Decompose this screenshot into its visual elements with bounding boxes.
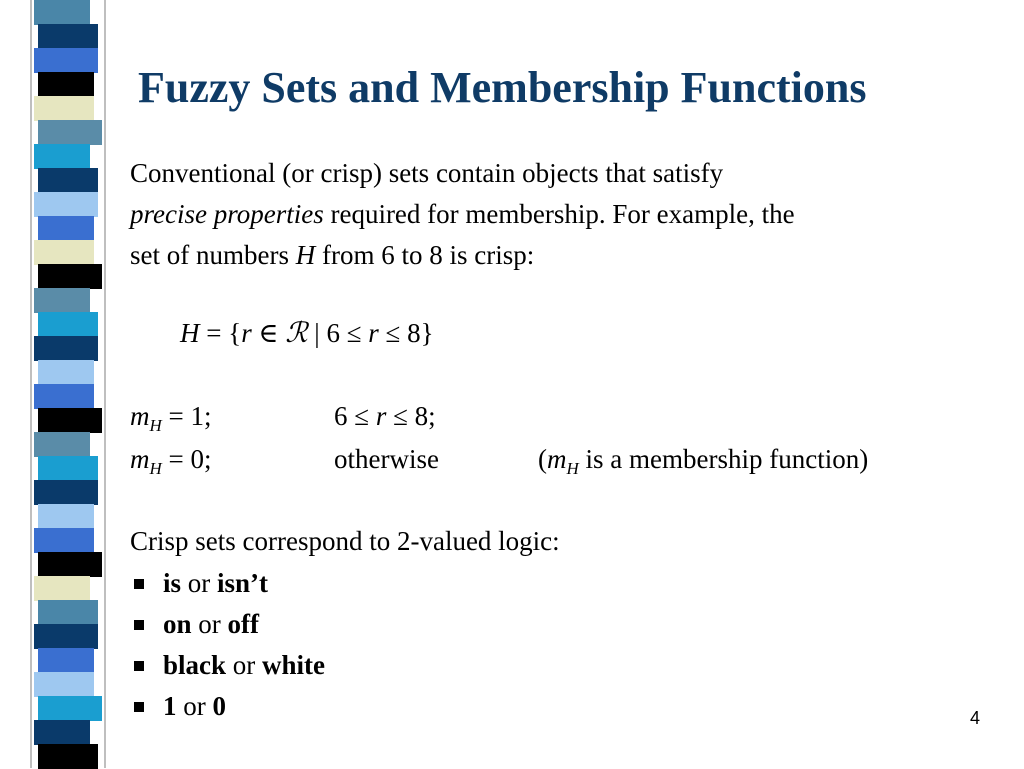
strip-band bbox=[38, 648, 94, 673]
strip-edge-line bbox=[104, 0, 106, 768]
strip-band bbox=[38, 408, 102, 433]
bullet-term-a: black bbox=[163, 650, 227, 680]
intro-line-3-end: from 6 to 8 is crisp: bbox=[315, 240, 535, 270]
formula-tail: ≤ 8} bbox=[378, 318, 434, 348]
intro-line-1: Conventional (or crisp) sets contain objects that satisfy bbox=[130, 158, 724, 188]
strip-band bbox=[34, 96, 94, 121]
bullet-term-b: white bbox=[262, 650, 326, 680]
strip-edge-line bbox=[30, 0, 32, 768]
bullet-or: or bbox=[176, 691, 213, 721]
strip-band bbox=[38, 744, 98, 769]
formula-var: r bbox=[241, 318, 252, 348]
intro-line-3 bbox=[130, 235, 1000, 276]
real-numbers-symbol: ℛ bbox=[285, 316, 308, 349]
square-bullet-icon bbox=[134, 702, 144, 712]
strip-band bbox=[38, 216, 94, 241]
strip-band bbox=[38, 312, 98, 337]
strip-band bbox=[34, 384, 94, 409]
strip-band bbox=[38, 504, 94, 529]
note-subscript: H bbox=[566, 459, 579, 478]
strip-band bbox=[38, 24, 98, 49]
bullet-term-a: on bbox=[163, 609, 192, 639]
bullet-or: or bbox=[226, 650, 263, 680]
strip-band bbox=[34, 720, 90, 745]
strip-band bbox=[38, 600, 98, 625]
note-symbol: m bbox=[547, 444, 567, 474]
bullet-term-b: off bbox=[227, 609, 260, 639]
strip-band bbox=[34, 192, 98, 217]
square-bullet-icon bbox=[134, 661, 144, 671]
strip-band bbox=[38, 456, 98, 481]
intro-line-3-start: set of numbers bbox=[130, 240, 296, 270]
membership-symbol: m bbox=[130, 401, 150, 431]
strip-band bbox=[38, 72, 94, 97]
strip-band bbox=[38, 264, 102, 289]
intro-paragraph bbox=[130, 153, 1000, 276]
membership-lhs bbox=[130, 396, 212, 436]
membership-condition bbox=[334, 396, 436, 436]
condition-var: r bbox=[375, 401, 387, 431]
formula-eq: = { bbox=[199, 318, 242, 348]
page-number: 4 bbox=[970, 708, 981, 728]
condition-part-b: ≤ 8; bbox=[386, 401, 436, 431]
membership-note bbox=[538, 439, 868, 479]
strip-band bbox=[34, 480, 98, 505]
strip-band bbox=[34, 48, 98, 73]
membership-row-1 bbox=[130, 396, 990, 436]
strip-band bbox=[34, 432, 90, 457]
note-paren: ( bbox=[538, 444, 547, 474]
membership-lhs bbox=[130, 439, 212, 479]
strip-band bbox=[34, 288, 90, 313]
bullet-term-b: isn’t bbox=[217, 568, 269, 598]
strip-band bbox=[38, 360, 94, 385]
strip-band bbox=[34, 576, 90, 601]
intro-line-2 bbox=[130, 194, 1000, 235]
strip-band bbox=[38, 696, 102, 721]
membership-subscript: H bbox=[149, 416, 162, 435]
formula-condition: | 6 ≤ bbox=[307, 318, 369, 348]
bullet-term-a: is bbox=[163, 568, 182, 598]
formula-var-2: r bbox=[368, 318, 379, 348]
formula-set-name: H bbox=[180, 318, 200, 348]
condition-part-a: 6 ≤ bbox=[334, 401, 376, 431]
decorative-side-strip bbox=[0, 0, 120, 768]
intro-variable-h: H bbox=[295, 240, 316, 270]
bullet-term-a: 1 bbox=[163, 691, 177, 721]
strip-band bbox=[34, 528, 94, 553]
square-bullet-icon bbox=[134, 579, 144, 589]
strip-band bbox=[34, 672, 94, 697]
set-definition-formula bbox=[180, 313, 434, 353]
bullet-term-b: 0 bbox=[212, 691, 226, 721]
strip-band bbox=[38, 552, 102, 577]
slide-title: Fuzzy Sets and Membership Functions bbox=[138, 63, 867, 112]
note-text: is a membership function) bbox=[578, 444, 869, 474]
strip-band bbox=[34, 0, 90, 25]
strip-band bbox=[38, 120, 102, 145]
intro-line-2-rest: required for membership. For example, the bbox=[323, 199, 795, 229]
strip-band bbox=[34, 240, 94, 265]
strip-band bbox=[34, 336, 98, 361]
bullet-or: or bbox=[191, 609, 228, 639]
strip-band bbox=[38, 168, 98, 193]
membership-value: = 0; bbox=[161, 444, 212, 474]
membership-row-2 bbox=[130, 439, 990, 479]
formula-element-of: ∈ bbox=[251, 318, 286, 348]
strip-band bbox=[34, 624, 98, 649]
square-bullet-icon bbox=[134, 620, 144, 630]
strip-band bbox=[34, 144, 90, 169]
bullet-or: or bbox=[181, 568, 218, 598]
membership-condition: otherwise bbox=[334, 444, 439, 474]
membership-subscript: H bbox=[149, 459, 162, 478]
membership-value: = 1; bbox=[161, 401, 212, 431]
membership-symbol: m bbox=[130, 444, 150, 474]
crisp-logic-heading: Crisp sets correspond to 2-valued logic: bbox=[130, 526, 560, 556]
intro-emphasis: precise properties bbox=[130, 199, 324, 229]
